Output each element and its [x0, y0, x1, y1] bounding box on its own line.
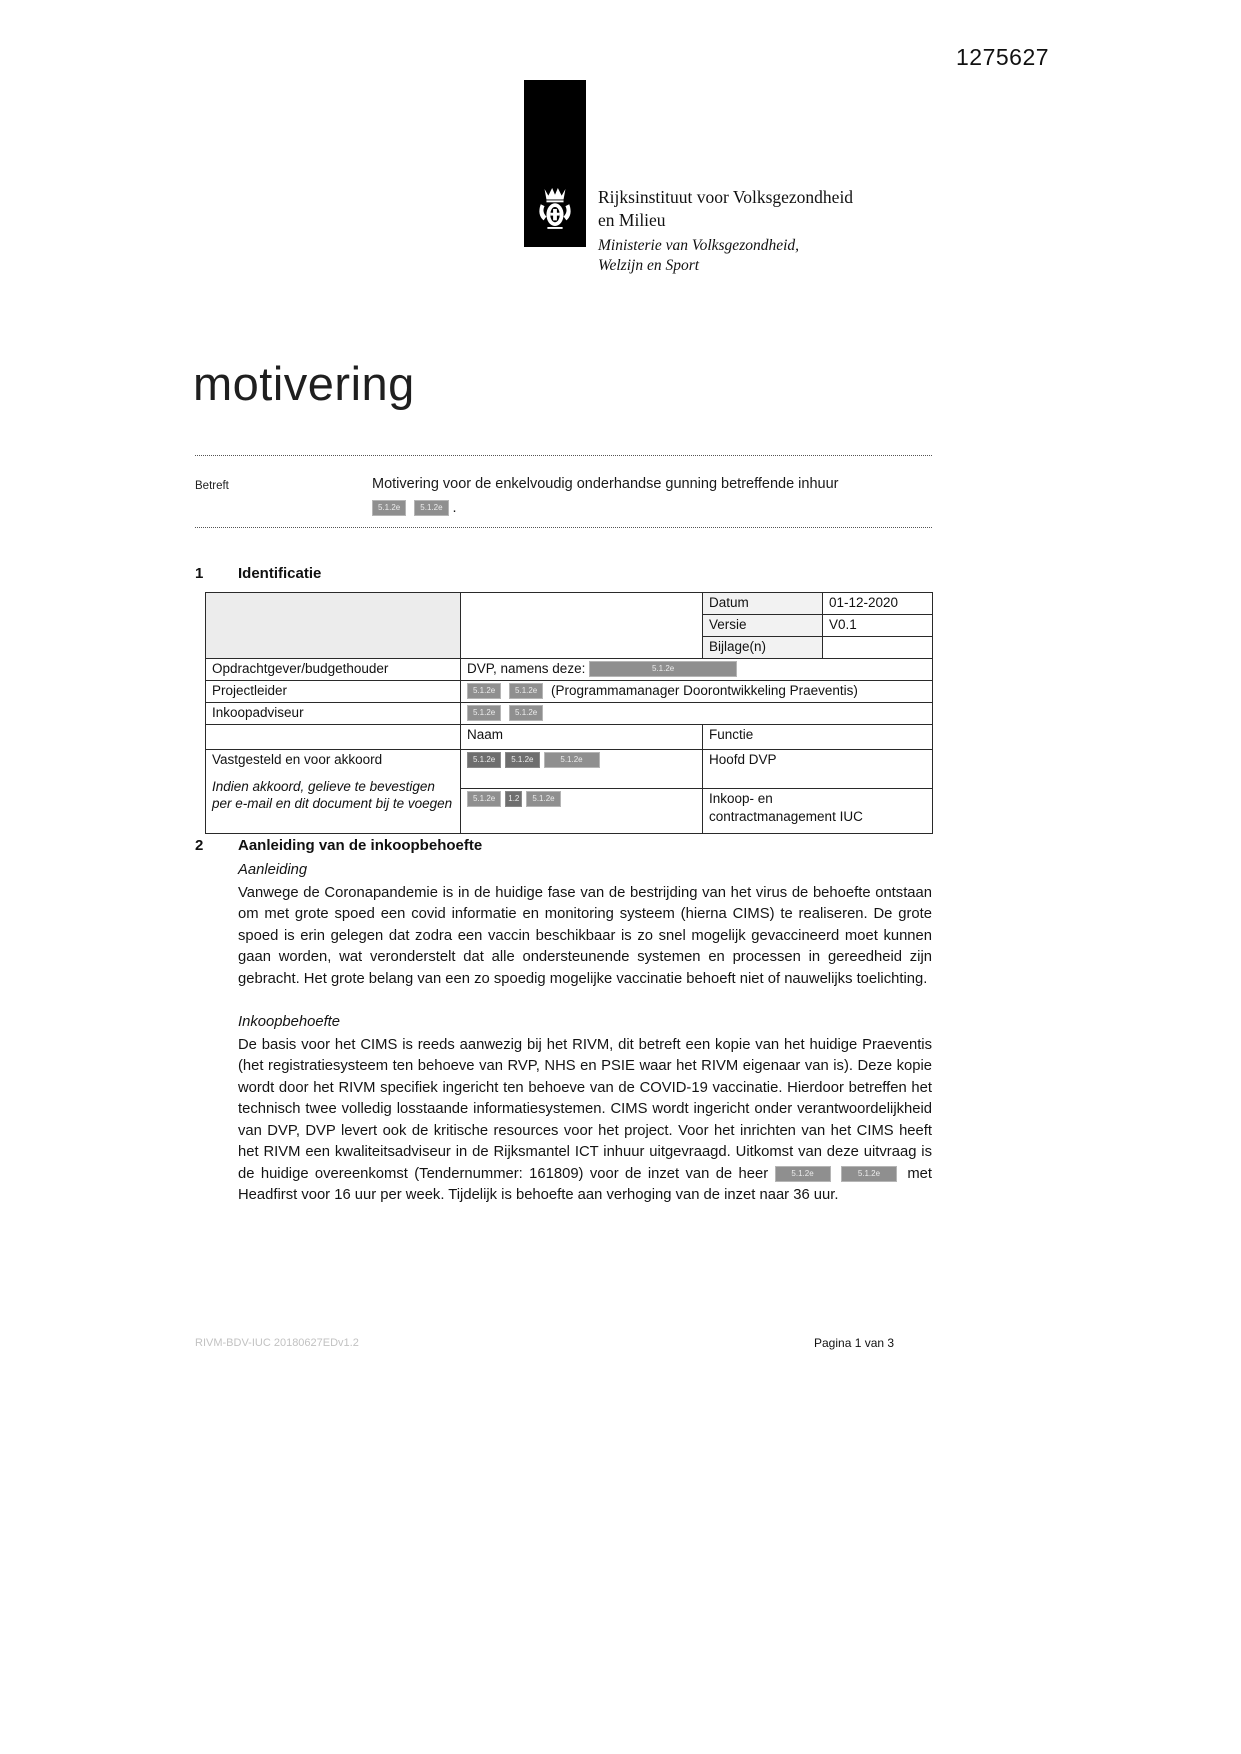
redaction-chip: 5.1.2e	[509, 705, 543, 721]
sign-2-functie	[703, 789, 933, 834]
sign-2-naam	[461, 789, 703, 834]
identificatie-table	[205, 592, 933, 834]
redaction-chip: 5.1.2e	[589, 661, 737, 677]
aanleiding-paragraph: Vanwege de Coronapandemie is in de huidige fase van de bestrijding van het virus de behoefte ontstaan om met grote spoed een covid informatie en monitoring systeem (hierna CIMS) te realiseren. De grote spoed is erin gelegen dat zodra een vaccin beschikbaar is zo snel mogelijk gevaccineerd moet kunnen gaan worden, wat veronderstelt dat alle ondersteunende systemen en processen in gereedheid zijn gebracht. Het grote belang van een zo spoedig mogelijke vaccinatie behoeft niet of nauwelijks toelichting.	[238, 884, 932, 987]
inkoopadviseur-value	[461, 703, 933, 725]
vastgesteld-note: Indien akkoord, gelieve te bevestigen per e-mail en dit document bij te voegen	[212, 779, 453, 811]
table-cell-empty	[206, 725, 461, 750]
inkoopbehoefte-subheading: Inkoopbehoefte	[238, 1014, 341, 1030]
section-1-title: Identificatie	[238, 565, 322, 582]
organization-name	[598, 186, 853, 232]
betreft-row	[195, 473, 932, 519]
functie-header: Functie	[703, 725, 933, 750]
sign-2-functie-text: Inkoop- en contractmanagement IUC	[709, 791, 863, 824]
versie-label: Versie	[703, 615, 823, 637]
divider-top	[195, 455, 932, 456]
table-row-opdrachtgever	[206, 659, 933, 681]
rijksoverheid-logo	[524, 80, 586, 247]
section-1-number: 1	[195, 565, 204, 582]
section-2-heading	[195, 837, 482, 854]
aanleiding-subheading: Aanleiding	[238, 862, 308, 878]
redaction-chip: 5.1.2e	[544, 752, 600, 768]
table-row-inkoopadviseur	[206, 703, 933, 725]
letterhead	[598, 186, 853, 276]
table-row-projectleider	[206, 681, 933, 703]
redaction-chip: 5.1.2e	[509, 683, 543, 699]
projectleider-value	[461, 681, 933, 703]
projectleider-text: (Programmamanager Doorontwikkeling Praeventis)	[551, 683, 858, 698]
redaction-chip: 5.1.2e	[526, 791, 560, 807]
table-cell-empty	[206, 593, 461, 659]
divider-betreft	[195, 527, 932, 528]
redaction-chip: 5.1.2e	[467, 683, 501, 699]
betreft-redactions	[372, 497, 932, 519]
ministry-name-line2: Welzijn en Sport	[598, 257, 700, 274]
inkoopbehoefte-text-part2: met Headfirst voor 16 uur per week. Tijdelijk is behoefte aan verhoging van de inzet naar 36 uur.	[238, 1165, 932, 1203]
organization-name-line2: en Milieu	[598, 210, 666, 230]
table-row-naam-functie	[206, 725, 933, 750]
sign-1-functie: Hoofd DVP	[703, 750, 933, 789]
table-cell-empty	[461, 593, 703, 659]
redaction-chip: 5.1.2e	[372, 500, 406, 516]
paragraph-gap	[238, 990, 932, 1012]
redaction-chip: 5.1.2e	[775, 1166, 831, 1182]
betreft-suffix: .	[452, 500, 457, 516]
footer-page-number: Pagina 1 van 3	[814, 1336, 895, 1350]
datum-value: 01-12-2020	[823, 593, 933, 615]
redaction-chip: 5.1.2e	[505, 752, 539, 768]
sign-1-naam	[461, 750, 703, 789]
redaction-chip: 1.2	[505, 791, 522, 807]
bijlage-value	[823, 637, 933, 659]
vastgesteld-cell	[206, 750, 461, 834]
page-title: motivering	[193, 357, 415, 410]
table-row-sign-1	[206, 750, 933, 789]
redaction-chip: 5.1.2e	[841, 1166, 897, 1182]
redaction-chip: 5.1.2e	[467, 705, 501, 721]
betreft-content	[372, 473, 932, 519]
document-number: 1275627	[956, 44, 1050, 70]
section-1-heading	[195, 565, 321, 582]
datum-label: Datum	[703, 593, 823, 615]
opdrachtgever-label: Opdrachtgever/budgethouder	[206, 659, 461, 681]
redaction-chip: 5.1.2e	[467, 752, 501, 768]
inkoopadviseur-label: Inkoopadviseur	[206, 703, 461, 725]
betreft-label: Betreft	[195, 480, 229, 492]
section-2-body	[238, 860, 932, 1207]
bijlage-label: Bijlage(n)	[703, 637, 823, 659]
footer-document-code: RIVM-BDV-IUC 20180627EDv1.2	[195, 1337, 359, 1349]
ministry-name-line1: Ministerie van Volksgezondheid,	[598, 237, 800, 254]
opdrachtgever-value	[461, 659, 933, 681]
section-2-number: 2	[195, 837, 204, 854]
ministry-name	[598, 236, 853, 276]
vastgesteld-label: Vastgesteld en voor akkoord	[212, 752, 383, 767]
coat-of-arms-icon	[536, 185, 574, 231]
redaction-chip: 5.1.2e	[414, 500, 448, 516]
redaction-chip: 5.1.2e	[467, 791, 501, 807]
naam-header: Naam	[461, 725, 703, 750]
projectleider-label: Projectleider	[206, 681, 461, 703]
table-row-datum	[206, 593, 933, 615]
section-2-title: Aanleiding van de inkoopbehoefte	[238, 837, 483, 854]
versie-value: V0.1	[823, 615, 933, 637]
inkoopbehoefte-paragraph	[238, 1035, 932, 1207]
betreft-text: Motivering voor de enkelvoudig onderhandse gunning betreffende inhuur	[372, 476, 839, 492]
organization-name-line1: Rijksinstituut voor Volksgezondheid	[598, 187, 854, 207]
inkoopbehoefte-text-part1: De basis voor het CIMS is reeds aanwezig bij het RIVM, dit betreft een kopie van het huidige Praeventis (het registratiesysteem ten behoeve van RVP, NHS en PSIE waar het RIVM eigenaar van is). Deze kopie wordt door het RIVM specifiek ingericht ten behoeve van de COVID-19 vaccinatie. Hierdoor betreffen het technisch twee volledig losstaande informatiesystemen. CIMS wordt ingericht onder verantwoordelijkheid van DVP, DVP levert ook de kritische resources voor het project. Voor het inrichten van het CIMS heeft het RIVM een kwaliteitsadviseur in de Rijksmantel ICT inhuur uitgevraagd. Uitkomst van deze uitvraag is de huidige overeenkomst (Tendernummer: 161809) voor de inzet van de heer	[238, 1036, 932, 1182]
opdrachtgever-text: DVP, namens deze:	[467, 661, 586, 676]
